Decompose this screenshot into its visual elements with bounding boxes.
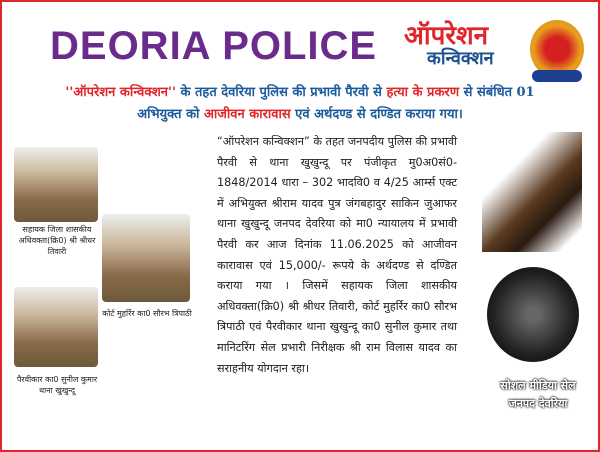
- headline-text: के तहत देवरिया पुलिस की प्रभावी पैरवी से: [175, 85, 387, 100]
- pairvikar-caption: पैरवीकार का0 सुनील कुमार थाना खुखुन्दू: [16, 375, 98, 395]
- social-line2: जनपद देवरिया: [508, 397, 568, 410]
- pairvikar-photo: [14, 287, 98, 367]
- headline-text: अभियुक्त को: [137, 107, 204, 122]
- operation-logo-line2: कन्विक्शन: [427, 48, 494, 69]
- headline-sentence: आजीवन कारावास: [203, 107, 291, 122]
- poster-title: DEORIA POLICE: [50, 24, 378, 68]
- headline-text: से संबंधित 01: [459, 85, 535, 100]
- headline-text: एवं अर्थदण्ड से दण्डित कराया गया।: [290, 107, 463, 122]
- headline-case: हत्या के प्रकरण: [386, 85, 460, 100]
- headline-line1: [2, 82, 598, 100]
- prison-bars-image: [487, 267, 579, 362]
- headline-line2: [2, 104, 598, 122]
- advocate-photo: [14, 147, 98, 222]
- up-police-emblem-icon: [530, 20, 584, 78]
- social-line1: सोशल मीडिया सेल: [500, 379, 576, 392]
- court-constable-caption: कोर्ट मुहर्रिर का0 सौरभ त्रिपाठी: [102, 309, 192, 318]
- operation-logo-line1: ऑपरेशन: [404, 21, 489, 51]
- social-media-cell-label: [488, 377, 588, 413]
- gavel-image: [482, 132, 582, 252]
- press-note-body: “ऑपरेशन कन्विक्शन” के तहत जनपदीय पुलिस की प्रभावी पैरवी से थाना खुखुन्दू पर पंजीकृत मु0अ0सं0- 1848/2014 धारा – 302 भादवि0 व 4/25 आर्म्स एक्ट में अभियुक्त श्रीराम यादव पुत्र जंगबहादुर साकिन जुआफर थाना खुखुन्दू जनपद देवरिया को मा0 न्यायालय में प्रभावी पैरवी कर आज दिनांक 11.06.2025 को आजीवन कारावास एवं 15,000/- रूपये के अर्थदण्ड से दण्डित कराया गया । जिसमें सहायक जिला शासकीय अधिवक्ता(क्रि0) श्री श्रीधर तिवारी, कोर्ट मुहर्रिर का0 सौरभ त्रिपाठी एवं पैरवीकार थाना खुखुन्दू का0 सुनील कुमार तथा मानिटरिंग सेल प्रभारी निरीक्षक श्री राम विलास यादव का सराहनीय योगदान रहा।: [217, 135, 457, 375]
- court-constable-photo: [102, 214, 190, 302]
- headline-operation: ''ऑपरेशन कन्विक्शन'': [65, 85, 176, 100]
- advocate-caption: सहायक जिला शासकीय अधिवक्ता(क्रि0) श्री श्रीधर तिवारी: [18, 225, 96, 256]
